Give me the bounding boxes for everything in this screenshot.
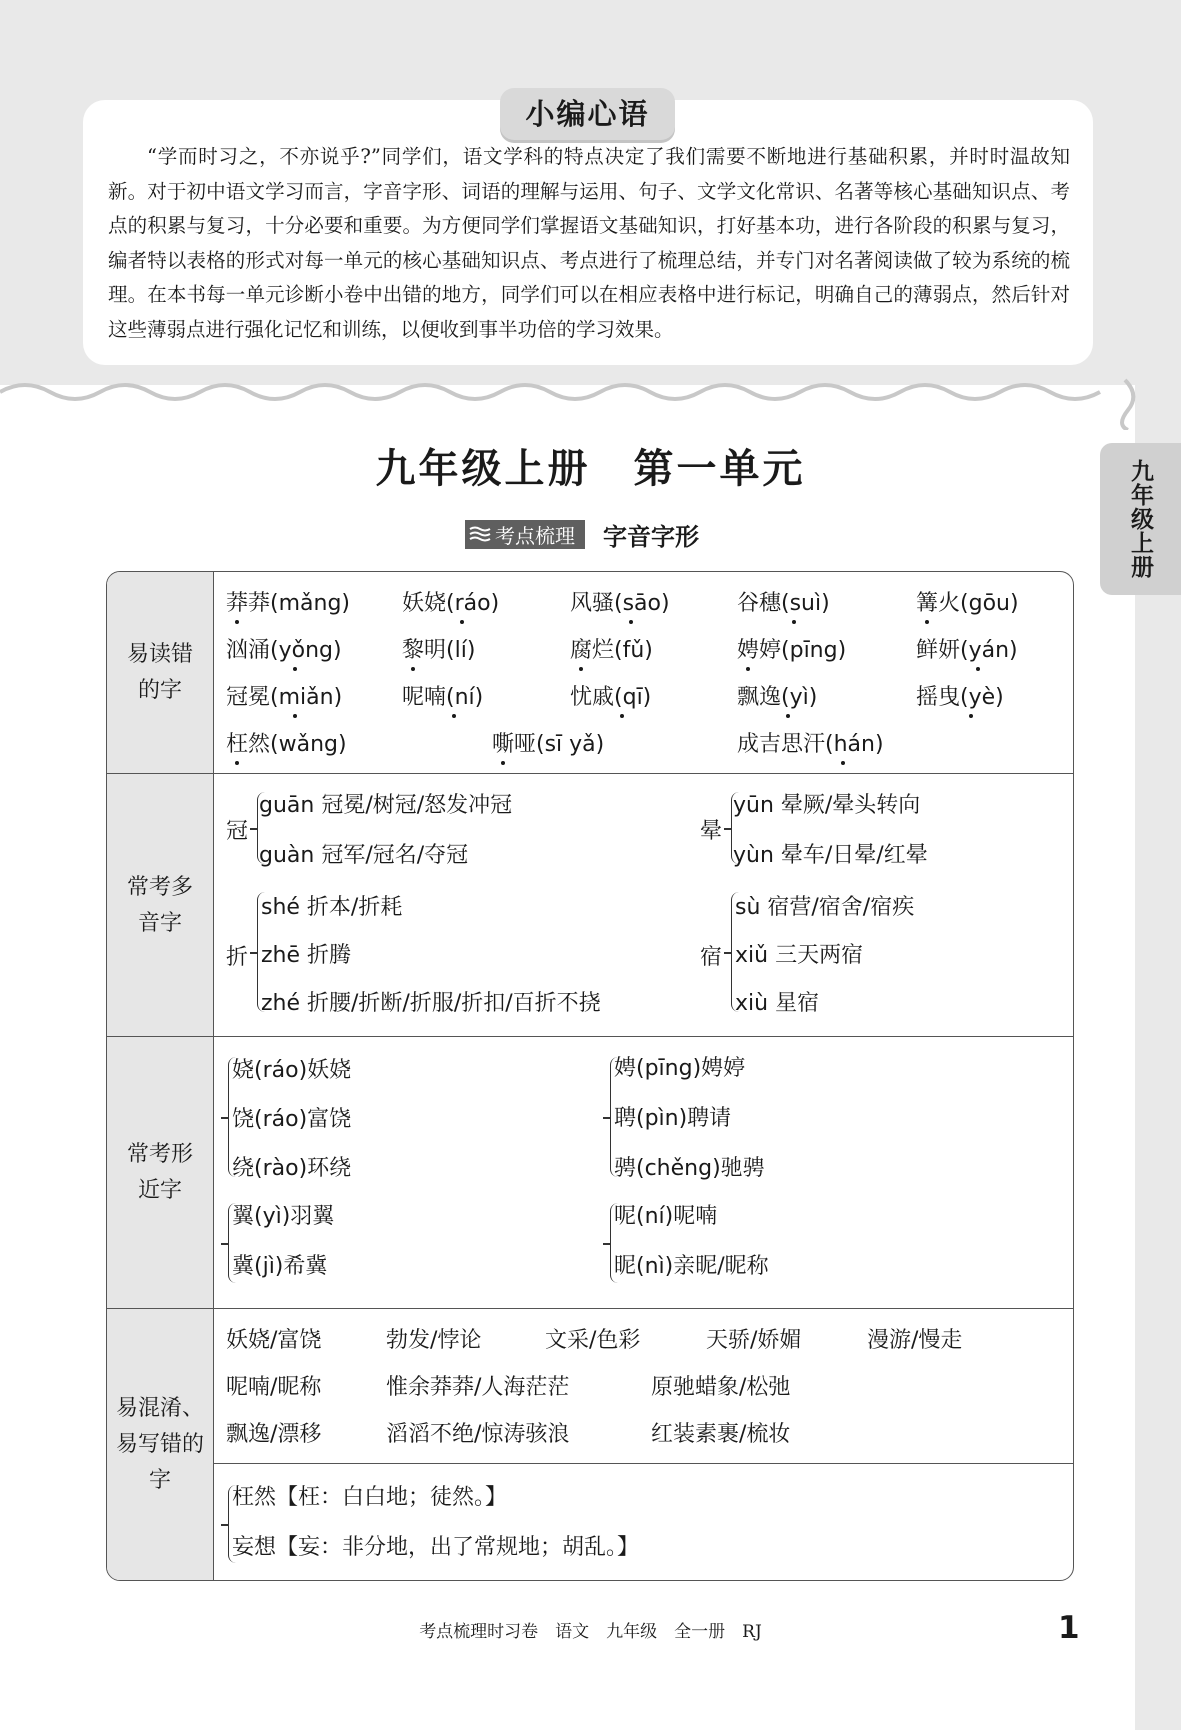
similar-form-item: 骋(chěng)驰骋 [614,1156,765,1181]
polyphone-reading: yùn 晕车/日晕/红晕 [733,843,928,868]
row-label [107,572,214,773]
list-item: 谷穗(suì) [737,591,830,616]
polyphone-char: 冠 [226,819,249,844]
polyphone-char: 宿 [700,945,723,970]
similar-forms-cell [214,1037,1073,1309]
list-item: 忧戚(qī) [570,685,652,710]
unit-title: 九年级上册 第一单元 [375,446,806,492]
polyphone-char: 折 [226,945,249,970]
inner-divider [214,1463,1073,1464]
list-item: 冠冕(miǎn) [226,685,343,710]
polyphone-reading: guàn 冠军/冠名/夺冠 [259,843,469,868]
list-item: 枉然(wǎng) [226,732,347,757]
row-label-text: 常考形近字 [126,1142,193,1203]
knowledge-table [106,571,1074,1581]
list-item: 汹涌(yǒng) [226,638,342,663]
similar-form-item: 娆(ráo)妖娆 [232,1058,352,1083]
list-item: 妖娆(ráo) [402,591,500,616]
similar-form-item: 绕(rào)环绕 [232,1156,352,1181]
list-item: 成吉思汗(hán) [737,732,884,757]
similar-form-item: 饶(ráo)富饶 [232,1107,352,1132]
list-item: 摇曳(yè) [916,685,1004,710]
similar-form-item: 冀(jì)希冀 [232,1254,328,1279]
polyphone-reading: zhé 折腰/折断/折服/折扣/百折不挠 [261,991,601,1016]
list-item: 呢喃(ní) [402,685,484,710]
section-title: 字音字形 [603,522,699,551]
polyphone-reading: zhē 折腾 [261,943,352,968]
polyphone-reading: sù 宿营/宿舍/宿疾 [735,895,915,920]
table-row-confusing [107,1308,1073,1581]
polyphone-reading: xiǔ 三天两宿 [735,943,864,968]
intro-text: “学而时习之，不亦说乎?”同学们，语文学科的特点决定了我们需要不断地进行基础积累，并时时温故知新。对于初中语文学习而言，字音字形、词语的理解与运用、句子、文学文化常识、名著等核心基础知识点、考点的积累与复习，十分必要和重要。为方便同学们掌握语文基础知识，打好基本功，进行各阶段的积累与复习，编者特以表格的形式对每一单元的核心基础知识点、考点进行了梳理总结，并专门对名著阅读做了较为系统的梳理。在本书每一单元诊断小卷中出错的地方，同学们可以在相应表格中进行标记，明确自己的薄弱点，然后针对这些薄弱点进行强化记忆和训练，以便收到事半功倍的学习效果。 [108,145,1070,341]
list-item: 嘶哑(sī yǎ) [492,732,605,757]
confusing-pair: 漫游/慢走 [867,1328,963,1353]
side-tab-label: 九年级上册 [1127,459,1153,579]
table-row-easy-misread [107,572,1073,773]
similar-form-item: 聘(pìn)聘请 [614,1106,732,1131]
row-label-text: 常考多音字 [126,874,193,936]
confusing-cell [214,1309,1073,1581]
similar-form-item: 呢(ní)呢喃 [614,1204,718,1229]
confusing-pair: 红装素裹/梳妆 [651,1422,791,1447]
section-badge [465,520,585,549]
wave-lines-icon [465,520,495,549]
section-badge-label: 考点梳理 [495,523,575,548]
note-item: 妄想【妄：非分地，出了常规地；胡乱。】 [232,1535,640,1560]
misread-cell [214,572,1073,773]
footer-text: 考点梳理时习卷 语文 九年级 全一册 RJ [419,1622,762,1642]
similar-form-item: 昵(nì)亲昵/昵称 [614,1254,769,1279]
row-label [107,1309,214,1581]
confusing-pair: 飘逸/漂移 [226,1422,322,1447]
similar-form-item: 翼(yì)羽翼 [232,1204,335,1229]
page-number: 1 [1058,1610,1080,1646]
list-item: 娉婷(pīng) [737,638,847,663]
polyphone-reading: shé 折本/折耗 [261,895,403,920]
row-label-text: 易混淆、易写错的字 [116,1396,205,1493]
row-label [107,1037,214,1309]
confusing-pair: 文采/色彩 [545,1328,641,1353]
confusing-pair: 呢喃/昵称 [226,1375,322,1400]
list-item: 莽莽(mǎng) [226,591,351,616]
list-item: 腐烂(fǔ) [570,638,653,663]
table-row-similar-forms [107,1036,1073,1309]
polyphone-cell [214,774,1073,1037]
polyphone-reading: yūn 晕厥/晕头转向 [733,793,921,818]
intro-title: 小编心语 [500,88,675,140]
confusing-pair: 原驰蜡象/松弛 [651,1375,791,1400]
list-item: 黎明(lí) [402,638,476,663]
confusing-pair: 天骄/娇媚 [706,1328,802,1353]
confusing-pair: 勃发/悖论 [386,1328,482,1353]
list-item: 风骚(sāo) [570,591,670,616]
table-row-polyphones [107,773,1073,1037]
wavy-edge-decoration [0,370,1181,430]
row-label [107,774,214,1037]
polyphone-reading: xiù 星宿 [735,991,820,1016]
similar-form-item: 娉(pīng)娉婷 [614,1056,746,1081]
section-heading [465,517,699,551]
list-item: 篝火(gōu) [916,591,1019,616]
list-item: 鲜妍(yán) [916,638,1018,663]
confusing-pair: 滔滔不绝/惊涛骇浪 [386,1422,570,1447]
polyphone-reading: guān 冠冕/树冠/怒发冲冠 [259,793,513,818]
row-label-text: 易读错的字 [126,641,193,703]
confusing-pair: 惟余莽莽/人海茫茫 [386,1375,570,1400]
confusing-pair: 妖娆/富饶 [226,1328,322,1353]
polyphone-char: 晕 [700,819,723,844]
list-item: 飘逸(yì) [737,685,818,710]
note-item: 枉然【枉：白白地；徒然。】 [232,1485,508,1510]
